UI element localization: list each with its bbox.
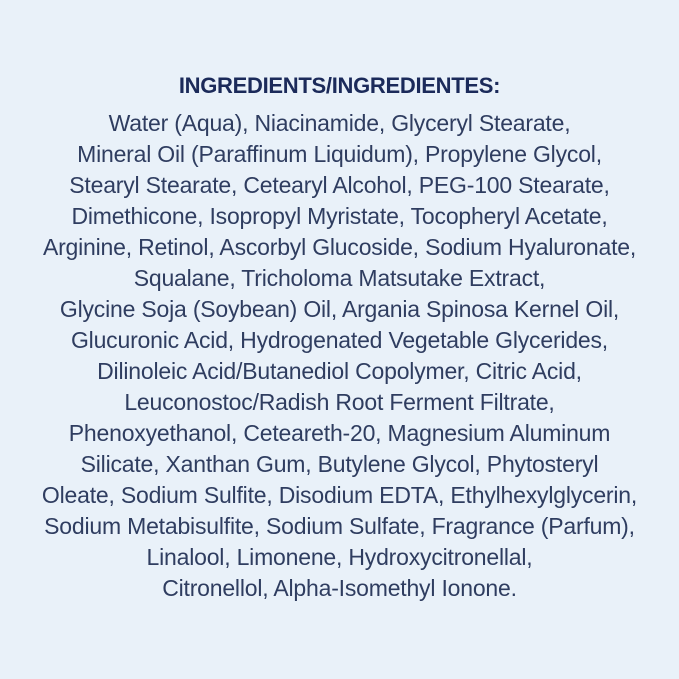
ingredients-text-block: [0, 73, 679, 604]
ingredients-line: Phenoxyethanol, Ceteareth-20, Magnesium Aluminum: [68, 420, 611, 446]
ingredients-line: Arginine, Retinol, Ascorbyl Glucoside, Sodium Hyaluronate,: [42, 234, 637, 260]
ingredients-line: Water (Aqua), Niacinamide, Glyceryl Stearate,: [108, 110, 571, 136]
ingredients-line: Oleate, Sodium Sulfite, Disodium EDTA, Ethylhexylglycerin,: [41, 482, 638, 508]
ingredients-line: Dilinoleic Acid/Butanediol Copolymer, Citric Acid,: [97, 358, 582, 384]
ingredients-line: Dimethicone, Isopropyl Myristate, Tocopheryl Acetate,: [71, 203, 608, 229]
ingredients-line: Linalool, Limonene, Hydroxycitronellal,: [146, 544, 533, 570]
ingredients-list: [0, 108, 679, 604]
ingredients-line: Silicate, Xanthan Gum, Butylene Glycol, Phytosteryl: [80, 451, 599, 477]
ingredients-line: Sodium Metabisulfite, Sodium Sulfate, Fragrance (Parfum),: [44, 513, 635, 539]
ingredients-line: Glycine Soja (Soybean) Oil, Argania Spinosa Kernel Oil,: [59, 296, 620, 322]
ingredients-line: Stearyl Stearate, Cetearyl Alcohol, PEG-100 Stearate,: [69, 172, 610, 198]
ingredients-line: Leuconostoc/Radish Root Ferment Filtrate,: [124, 389, 555, 415]
ingredients-line: Glucuronic Acid, Hydrogenated Vegetable Glycerides,: [70, 327, 608, 353]
ingredients-line: Mineral Oil (Paraffinum Liquidum), Propylene Glycol,: [77, 141, 602, 167]
ingredients-line: Citronellol, Alpha-Isomethyl Ionone.: [162, 575, 517, 601]
ingredients-line: Squalane, Tricholoma Matsutake Extract,: [133, 265, 546, 291]
ingredients-title: INGREDIENTS/INGREDIENTES:: [178, 73, 501, 98]
